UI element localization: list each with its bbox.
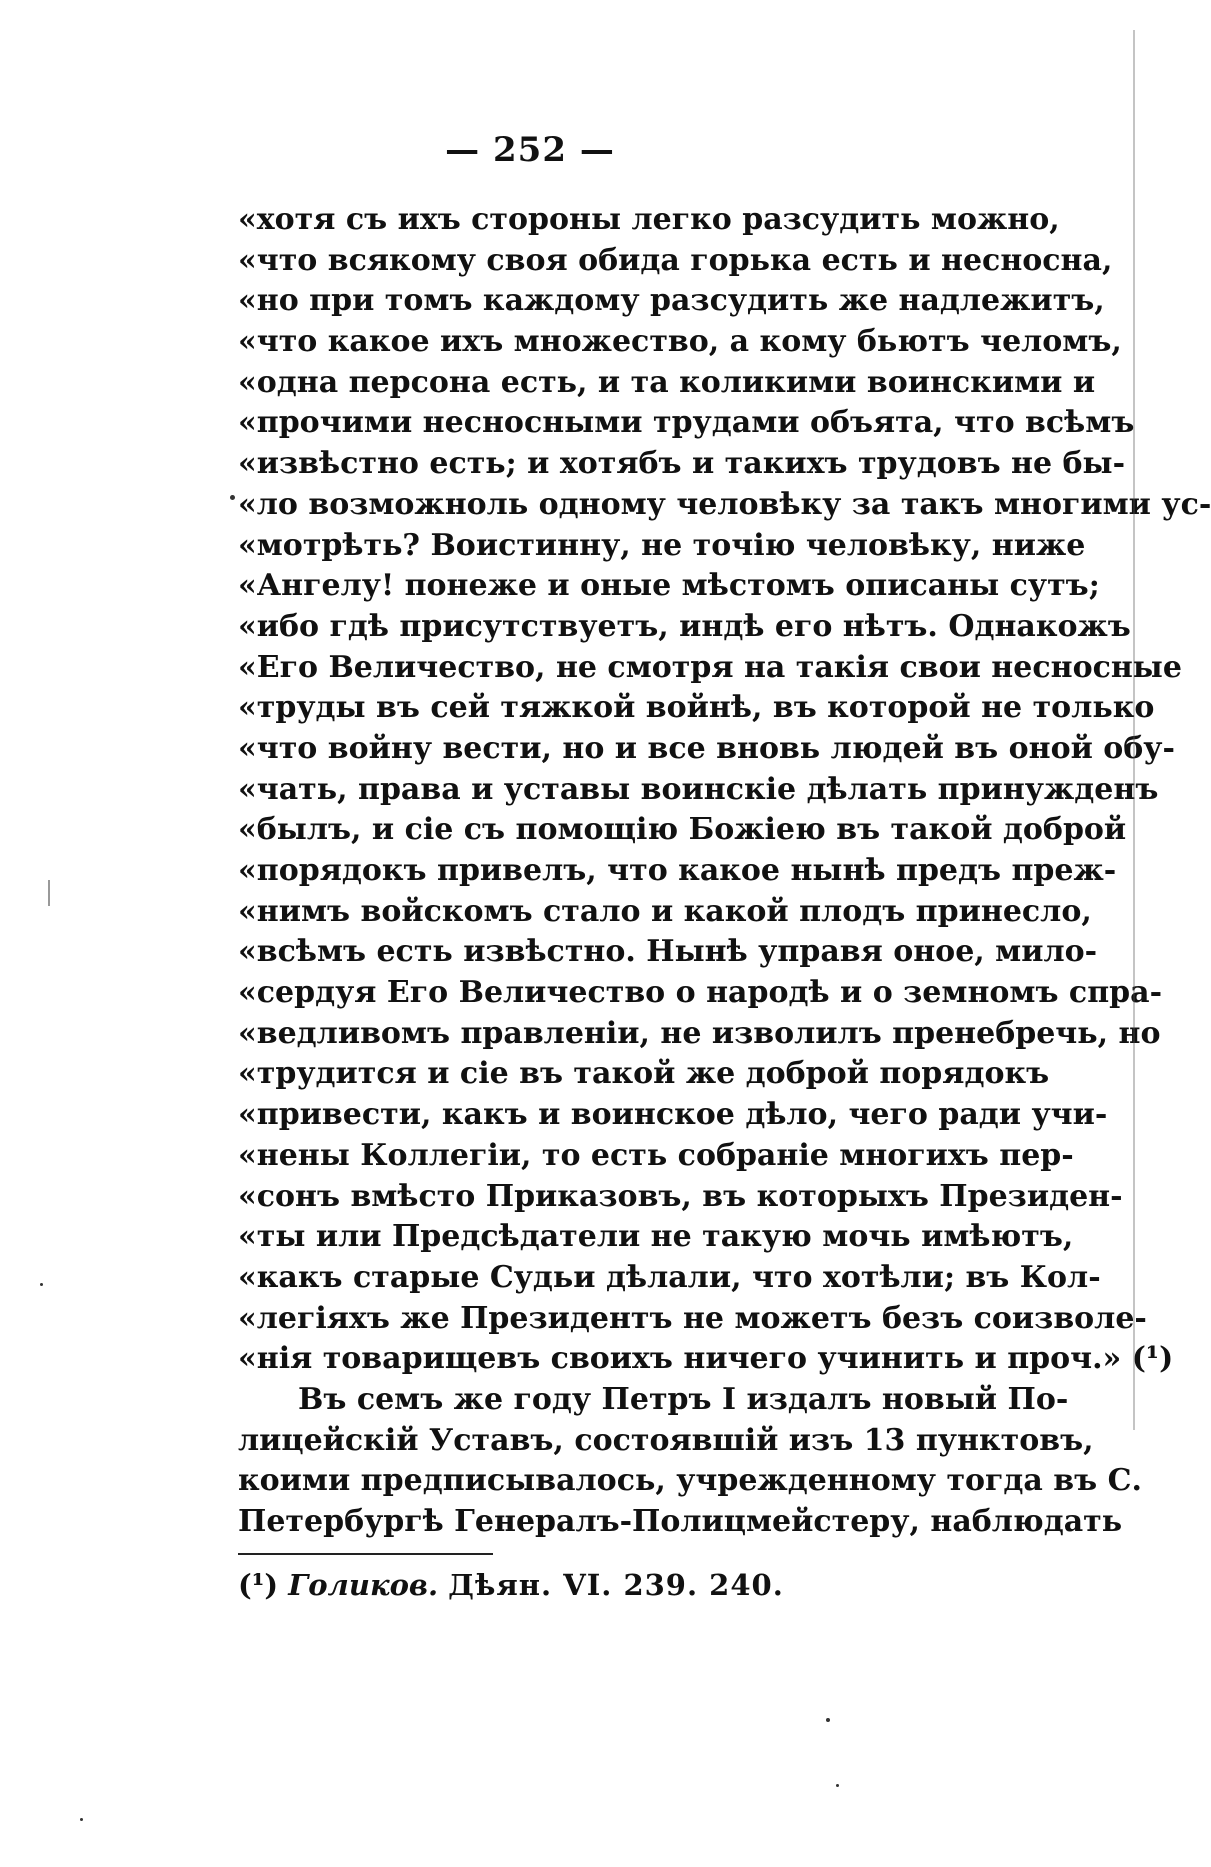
scan-speck bbox=[40, 1283, 43, 1286]
footnote-divider bbox=[238, 1553, 493, 1555]
scan-speck bbox=[826, 1718, 830, 1722]
paragraph-start-line: Въ семъ же году Петръ I издалъ новый По- bbox=[298, 1381, 1069, 1417]
text-line: «легіяхъ же Президентъ не можетъ безъ соизволе- bbox=[238, 1300, 1147, 1336]
text-line: лицейскій Уставъ, состоявшій изъ 13 пунктовъ, bbox=[238, 1422, 1094, 1458]
text-line: «что какое ихъ множество, а кому бьютъ челомъ, bbox=[238, 324, 1122, 360]
text-line: Петербургѣ Генералъ-Полицмейстеру, наблюдать bbox=[238, 1504, 1123, 1539]
text-line: «сердуя Его Величество о народѣ и о земномъ спра- bbox=[238, 975, 1163, 1011]
text-line: «ты или Предсѣдатели не такую мочь имѣютъ, bbox=[238, 1219, 1074, 1255]
text-line: «привести, какъ и воинское дѣло, чего ради учи- bbox=[238, 1097, 1108, 1133]
text-line: «ло возможноль одному человѣку за такъ многими ус- bbox=[238, 486, 1211, 522]
text-line: «всѣмъ есть извѣстно. Нынѣ управя оное, мило- bbox=[238, 934, 1098, 970]
scan-edge-mark bbox=[1133, 30, 1135, 1430]
text-line: «чать, права и уставы воинскіе дѣлать принужденъ bbox=[238, 771, 1159, 807]
text-line: «прочими несносными трудами объята, что всѣмъ bbox=[238, 405, 1135, 441]
text-line: «ибо гдѣ присутствуетъ, индѣ его нѣтъ. Однакожъ bbox=[238, 608, 1131, 644]
text-line: «что войну вести, но и все вновь людей въ оной обу- bbox=[238, 730, 1175, 766]
scan-speck bbox=[230, 495, 235, 500]
text-line: «порядокъ привелъ, что какое нынѣ предъ преж- bbox=[238, 853, 1117, 888]
scan-speck bbox=[836, 1784, 839, 1787]
text-line: «но при томъ каждому разсудить же надлежитъ, bbox=[238, 283, 1105, 319]
text-line: «трудится и сіе въ такой же доброй порядокъ bbox=[238, 1056, 1050, 1092]
text-line: «сонъ вмѣсто Приказовъ, въ которыхъ Президен- bbox=[238, 1178, 1123, 1214]
text-line: «Ангелу! понеже и оные мѣстомъ описаны сутъ; bbox=[238, 568, 1100, 604]
text-line: «мотрѣть? Воистинну, не точію человѣку, ниже bbox=[238, 527, 1086, 563]
scan-speck bbox=[80, 1818, 83, 1821]
text-line: «хотя съ ихъ стороны легко разсудить можно, bbox=[238, 202, 1060, 237]
footnote-author: Голиков. bbox=[288, 1568, 439, 1602]
text-line: «нія товарищевъ своихъ ничего учинить и проч.» (¹) bbox=[238, 1341, 1174, 1377]
text-line: «былъ, и сіе съ помощію Божіею въ такой доброй bbox=[238, 812, 1127, 848]
body-text bbox=[238, 200, 1211, 1543]
text-line: «труды въ сей тяжкой войнѣ, въ которой не только bbox=[238, 690, 1155, 726]
text-line: «какъ старые Судьи дѣлали, что хотѣли; въ Кол- bbox=[238, 1259, 1101, 1295]
text-line: «Его Величество, не смотря на такія свои несносные bbox=[238, 649, 1182, 685]
text-line: «извѣстно есть; и хотябъ и такихъ трудовъ не бы- bbox=[238, 446, 1126, 482]
text-line: «что всякому своя обида горька есть и несносна, bbox=[238, 242, 1113, 278]
footnote-reference: Дѣян. VI. 239. 240. bbox=[448, 1568, 784, 1602]
text-line: «нены Коллегіи, то есть собраніе многихъ пер- bbox=[238, 1137, 1074, 1173]
footnote bbox=[238, 1568, 784, 1602]
scan-edge-mark bbox=[48, 880, 50, 906]
footnote-marker: (¹) bbox=[238, 1568, 279, 1602]
text-line: «нимъ войскомъ стало и какой плодъ принесло, bbox=[238, 893, 1092, 929]
text-line: «ведливомъ правленіи, не изволилъ пренебречь, но bbox=[238, 1015, 1161, 1051]
text-line: «одна персона есть, и та коликими воинскими и bbox=[238, 364, 1096, 400]
page-number: — 252 — bbox=[445, 130, 615, 170]
text-line: коими предписывалось, учрежденному тогда въ С. bbox=[238, 1463, 1142, 1499]
